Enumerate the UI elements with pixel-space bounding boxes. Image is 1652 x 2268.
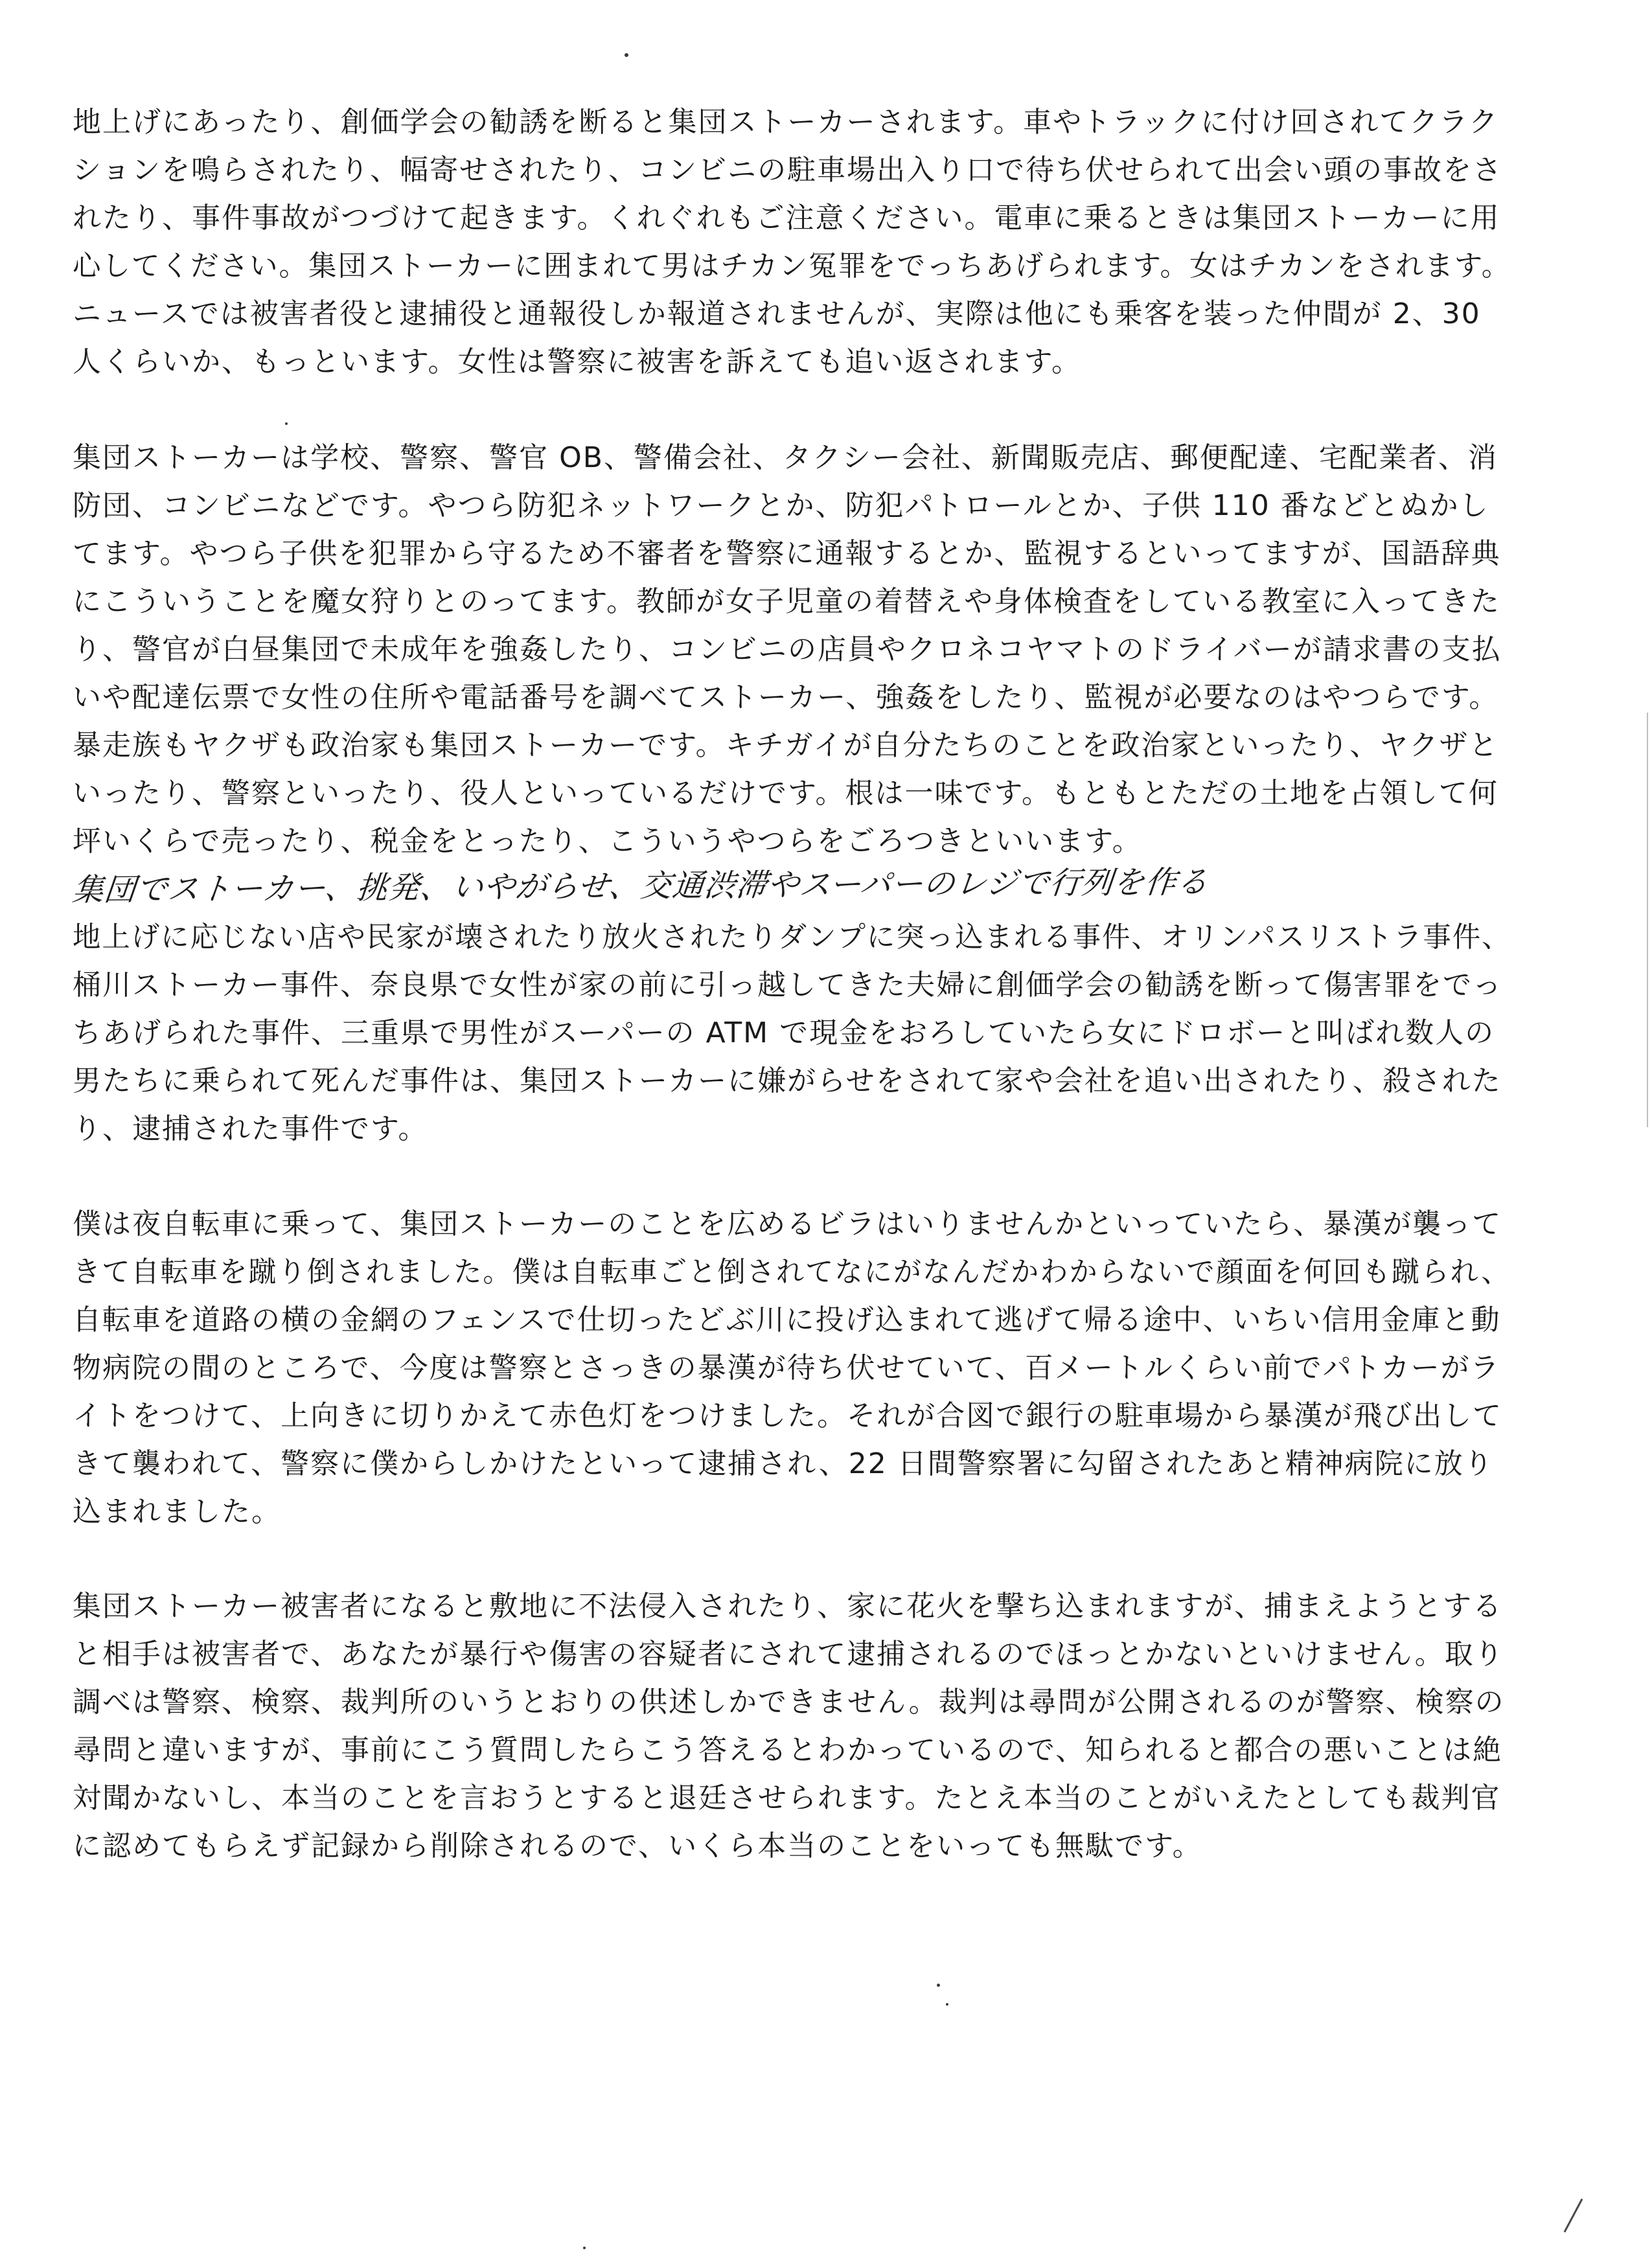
scan-speck	[583, 2247, 586, 2249]
text-line: イトをつけて、上向きに切りかえて赤色灯をつけました。それが合図で銀行の駐車場から暴漢が飛び出して	[73, 1399, 1503, 1432]
text-line: 心してください。集団ストーカーに囲まれて男はチカン冤罪をでっちあげられます。女はチカンをされます。	[73, 249, 1511, 282]
text-line: と相手は被害者で、あなたが暴行や傷害の容疑者にされて逮捕されるのでほっとかないといけません。取り	[73, 1638, 1504, 1671]
text-line: にこういうことを魔女狩りとのってます。教師が女子児童の着替えや身体検査をしている教室に入ってきた	[73, 585, 1501, 618]
paragraph-3	[73, 913, 1511, 1153]
text-line: に認めてもらえず記録から削除されるので、いくら本当のことをいっても無駄です。	[73, 1829, 1202, 1862]
paragraph-1	[73, 98, 1511, 386]
text-line: れたり、事件事故がつづけて起きます。くれぐれもご注意ください。電車に乗るときは集団ストーカーに用	[73, 201, 1500, 235]
text-line: いや配達伝票で女性の住所や電話番号を調べてストーカー、強姦をしたり、監視が必要なのはやつらです。	[73, 681, 1499, 714]
text-line: 調べは警察、検察、裁判所のいうとおりの供述しかできません。裁判は尋問が公開されるのが警察、検察の	[73, 1686, 1505, 1719]
text-line: ニュースでは被害者役と逮捕役と通報役しか報道されませんが、実際は他にも乗客を装った仲間が 2、30	[73, 297, 1481, 330]
text-line: 対聞かないし、本当のことを言おうとすると退廷させられます。たとえ本当のことがいえたとしても裁判官	[73, 1781, 1501, 1815]
text-line: 地上げにあったり、創価学会の勧誘を断ると集団ストーカーされます。車やトラックに付け回されてクラク	[73, 106, 1499, 139]
text-line: 地上げに応じない店や民家が壊されたり放火されたりダンプに突っ込まれる事件、オリンパスリストラ事件、	[73, 921, 1511, 954]
paragraph-2	[73, 434, 1511, 865]
text-line: 坪いくらで売ったり、税金をとったり、こういうやつらをごろつきといいます。	[73, 825, 1142, 858]
text-line: 防団、コンビニなどです。やつら防犯ネットワークとか、防犯パトロールとか、子供 110 番などとぬかし	[73, 489, 1489, 522]
text-line: 桶川ストーカー事件、奈良県で女性が家の前に引っ越してきた夫婦に創価学会の勧誘を断って傷害罪をでっ	[73, 968, 1503, 1002]
text-line: 自転車を道路の横の金網のフェンスで仕切ったどぶ川に投げ込まれて逃げて帰る途中、いちい信用金庫と動	[73, 1303, 1501, 1336]
text-line: 込まれました。	[73, 1495, 281, 1528]
text-line: きて自転車を蹴り倒されました。僕は自転車ごと倒されてなにがなんだかわからないで顔面を何回も蹴られ、	[73, 1255, 1511, 1289]
scan-speck	[937, 1984, 940, 1987]
scan-corner-mark	[1564, 2199, 1583, 2233]
text-line: いったり、警察といったり、役人といっているだけです。根は一味です。もともとただの土地を占領して何	[73, 777, 1498, 810]
text-line: 人くらいか、もっといます。女性は警察に被害を訴えても追い返されます。	[73, 345, 1081, 378]
scan-edge-line	[1647, 713, 1648, 1127]
scan-speck	[285, 422, 288, 425]
text-line: 集団ストーカー被害者になると敷地に不法侵入されたり、家に花火を撃ち込まれますが、捕まえようとする	[73, 1590, 1503, 1623]
text-line: 物病院の間のところで、今度は警察とさっきの暴漢が待ち伏せていて、百メートルくらい前でパトカーがラ	[73, 1351, 1500, 1384]
text-line: てます。やつら子供を犯罪から守るため不審者を警察に通報するとか、監視するといってますが、国語辞典	[73, 537, 1501, 570]
text-line: ションを鳴らされたり、幅寄せされたり、コンビニの駐車場出入り口で待ち伏せられて出会い頭の事故をさ	[73, 154, 1503, 187]
text-line: きて襲われて、警察に僕からしかけたといって逮捕され、22 日間警察署に勾留されたあと精神病院に放り	[73, 1447, 1494, 1480]
text-line: り、逮捕された事件です。	[73, 1112, 428, 1145]
scan-speck	[625, 53, 628, 57]
text-line: 暴走族もヤクザも政治家も集団ストーカーです。キチガイが自分たちのことを政治家といったり、ヤクザと	[73, 729, 1499, 762]
text-line: 僕は夜自転車に乗って、集団ストーカーのことを広めるビラはいりませんかといっていたら、暴漢が襲って	[73, 1208, 1502, 1241]
paragraph-4	[73, 1200, 1511, 1536]
text-line: 尋問と違いますが、事前にこう質問したらこう答えるとわかっているので、知られると都合の悪いことは絶	[73, 1734, 1503, 1767]
text-line: 集団ストーカーは学校、警察、警官 OB、警備会社、タクシー会社、新聞販売店、郵便配達、宅配業者、消	[73, 441, 1498, 474]
text-line: り、警官が白昼集団で未成年を強姦したり、コンビニの店員やクロネコヤマトのドライバーが請求書の支払	[73, 633, 1502, 666]
paragraph-5	[73, 1583, 1511, 1870]
handwritten-note: 集団でストーカー、挑発、いやがらせ、交通渋滞やスーパーのレジで行列を作る	[71, 864, 1211, 908]
text-line: ちあげられた事件、三重県で男性がスーパーの ATM で現金をおろしていたら女にドロボーと叫ばれ数人の	[73, 1016, 1495, 1049]
text-line: 男たちに乗られて死んだ事件は、集団ストーカーに嫌がらせをされて家や会社を追い出されたり、殺された	[73, 1064, 1502, 1097]
scan-speck	[946, 2003, 948, 2006]
